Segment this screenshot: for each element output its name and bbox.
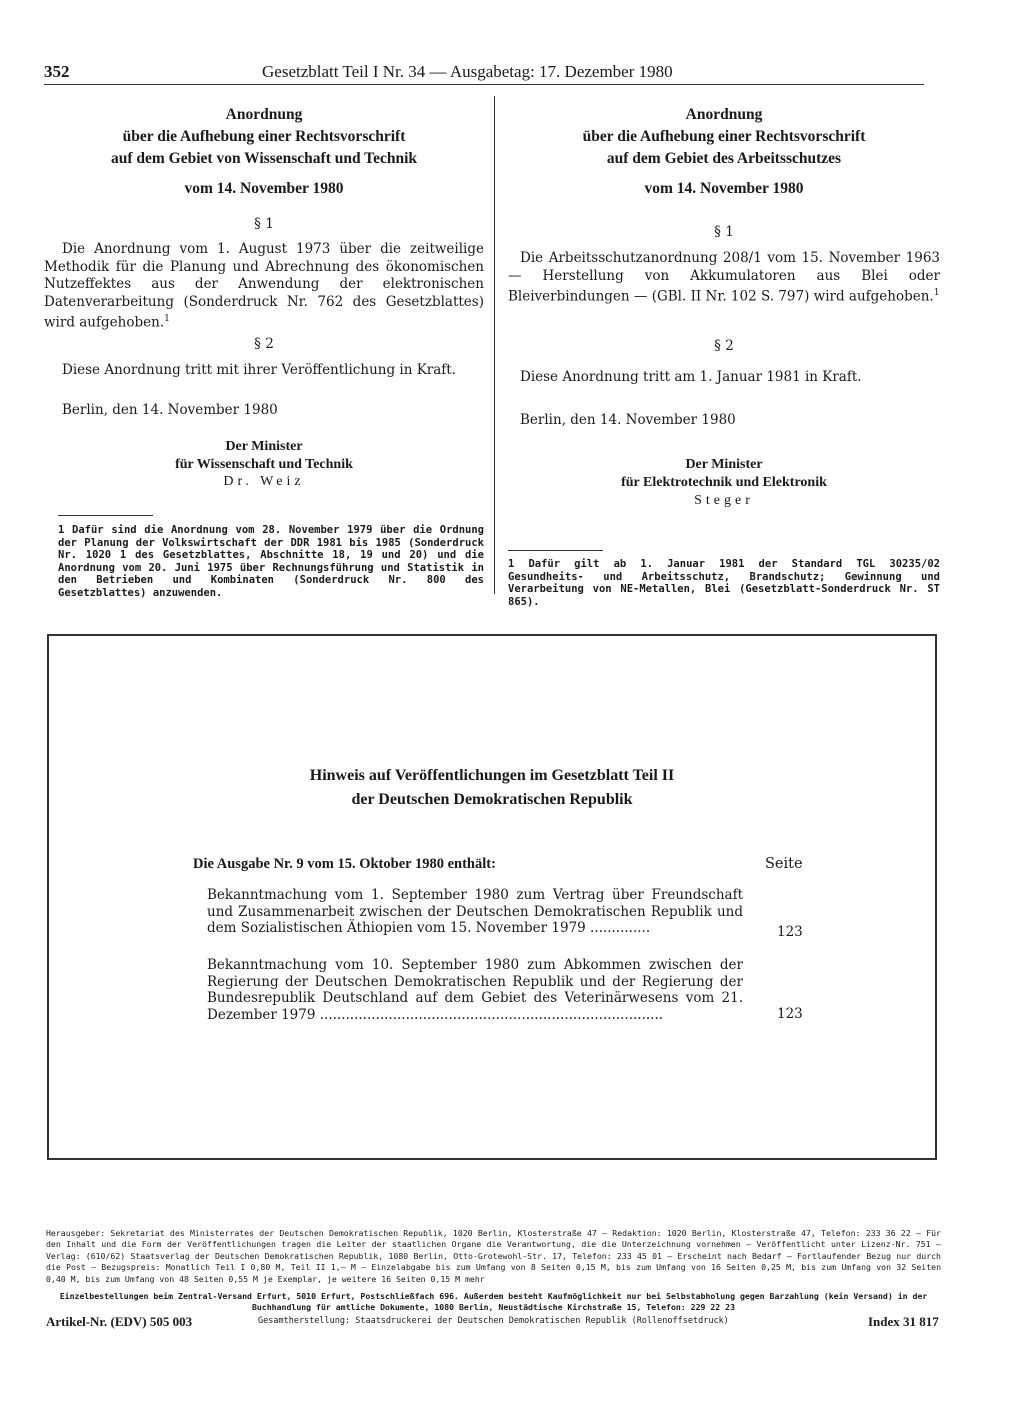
imprint-ordering: Einzelbestellungen beim Zentral-Versand Erfurt, 5010 Erfurt, Postschließfach 696. Außerdem besteht Kaufmöglichkeit nur bei Selbstabholung gegen Barzahlung (kein Versand) in der Buchhandlung für amtliche Dokumente, 1080 Berlin, Neustädtische Kirchstraße 15, Telefon: 229 22 23 bbox=[59, 1291, 928, 1313]
right-section-2-text: Diese Anordnung tritt am 1. Januar 1981 in Kraft. bbox=[520, 369, 862, 385]
signer-title-line: Der Minister bbox=[685, 457, 763, 472]
left-section-1-body: Die Anordnung vom 1. August 1973 über die zeitweilige Methodik für die Planung und Abrechnung des ökonomischen Nutzeffektes aus der Anwendung der elektronischen Datenverarbeitung (Sonderdruck Nr. 762 des Gesetzblattes) wird aufgehoben. bbox=[44, 241, 484, 331]
right-order-title-line: über die Aufhebung einer Rechtsvorschrift bbox=[582, 128, 866, 145]
right-signer-title bbox=[508, 456, 940, 492]
publication-notice-box bbox=[47, 634, 937, 1160]
left-signer-name: Dr. Weiz bbox=[223, 474, 305, 489]
footnote-rule bbox=[508, 550, 603, 551]
notice-title bbox=[49, 764, 935, 812]
right-order-title bbox=[508, 104, 940, 170]
left-signer-title bbox=[44, 438, 484, 474]
left-footnote: 1 Dafür sind die Anordnung vom 28. November 1979 über die Ordnung der Planung der Volkswirtschaft der DDR 1981 bis 1985 (Sonderdruck Nr. 1020 1 des Gesetzblattes, Abschnitte 18, 19 und 20) und die Anordnung vom 20. Juni 1975 über Rechnungsführung und Statistik in den Betrieben und Kombinaten (Sonderdruck Nr. 800 des Gesetzblattes) anzuwenden. bbox=[58, 524, 484, 599]
right-section-1-label: § 1 bbox=[714, 224, 734, 240]
article-number: Artikel-Nr. (EDV) 505 003 bbox=[46, 1314, 193, 1329]
column-divider bbox=[494, 96, 495, 594]
right-footnote: 1 Dafür gilt ab 1. Januar 1981 der Standard TGL 30235/02 Gesundheits- und Arbeitsschutz, Brandschutz; Gewinnung und Verarbeitung von NE-Metallen, Blei (Gesetzblatt-Sonderdruck Nr. ST 865). bbox=[508, 558, 940, 608]
notice-entry-page: 123 bbox=[777, 1006, 803, 1022]
notice-title-line: der Deutschen Demokratischen Republik bbox=[351, 791, 633, 808]
printer-line: Gesamtherstellung: Staatsdruckerei der Deutschen Demokratischen Republik (Rollenoffsetdruck) bbox=[258, 1316, 729, 1326]
left-place-date: Berlin, den 14. November 1980 bbox=[62, 402, 278, 418]
right-section-1-body: Die Arbeitsschutzanordnung 208/1 vom 15. November 1963 — Herstellung von Akkumulatoren aus Blei oder Bleiverbindungen — (GBl. II Nr. 102 S. 797) wird aufgehoben. bbox=[508, 250, 940, 305]
left-order-title bbox=[44, 104, 484, 170]
left-order-date: vom 14. November 1980 bbox=[184, 180, 344, 197]
signer-title-line: für Elektrotechnik und Elektronik bbox=[621, 475, 827, 490]
left-section-2-text: Diese Anordnung tritt mit ihrer Veröffentlichung in Kraft. bbox=[62, 362, 456, 378]
left-section-1-label: § 1 bbox=[254, 216, 274, 232]
signer-title-line: für Wissenschaft und Technik bbox=[175, 457, 353, 472]
notice-entry-text: Bekanntmachung vom 10. September 1980 zum Abkommen zwischen der Regierung der Deutschen Demokratischen Republik und der Regierung der Bundesrepublik Deutschland auf dem Gebiet des Veterinärwesens vom 21. Dezember 1979 ................................................................................ bbox=[207, 957, 743, 1023]
header-rule bbox=[44, 84, 924, 85]
notice-entry-text: Bekanntmachung vom 1. September 1980 zum Vertrag über Freundschaft und Zusammenarbeit zwischen der Deutschen Demokratischen Republik und dem Sozialistischen Äthiopien vom 15. November 1979 .............. bbox=[207, 887, 743, 936]
footnote-rule bbox=[58, 515, 153, 516]
left-section-1-text bbox=[44, 241, 484, 332]
right-section-2-label: § 2 bbox=[714, 338, 734, 354]
left-order-title-line: auf dem Gebiet von Wissenschaft und Technik bbox=[110, 150, 418, 167]
notice-title-line: Hinweis auf Veröffentlichungen im Gesetzblatt Teil II bbox=[309, 767, 675, 784]
right-signer-name: Steger bbox=[694, 493, 754, 508]
left-order-title-line: über die Aufhebung einer Rechtsvorschrift bbox=[122, 128, 406, 145]
footnote-ref: 1 bbox=[164, 314, 170, 324]
footnote-ref: 1 bbox=[933, 288, 940, 298]
notice-issue-line: Die Ausgabe Nr. 9 vom 15. Oktober 1980 enthält: bbox=[193, 856, 496, 872]
right-order-title-line: Anordnung bbox=[685, 106, 763, 123]
signer-title-line: Der Minister bbox=[225, 439, 303, 454]
notice-entry-page: 123 bbox=[777, 924, 803, 940]
page-number: 352 bbox=[44, 62, 70, 81]
right-order-date: vom 14. November 1980 bbox=[644, 180, 804, 197]
page-column-heading: Seite bbox=[765, 856, 803, 872]
left-section-2-label: § 2 bbox=[254, 336, 274, 352]
right-order-title-line: auf dem Gebiet des Arbeitsschutzes bbox=[606, 150, 842, 167]
right-place-date: Berlin, den 14. November 1980 bbox=[520, 412, 736, 428]
left-order-title-line: Anordnung bbox=[225, 106, 303, 123]
imprint-text: Herausgeber: Sekretariat des Ministerrates der Deutschen Demokratischen Republik, 1020 Berlin, Klosterstraße 47 — Redaktion: 1020 Berlin, Klosterstraße 47, Telefon: 233 36 22 — Für den Inhalt und die Form der Veröffentlichungen tragen die Leiter der staatlichen Organe die Verantwortung, die die Unterzeichnung vornehmen — Veröffentlicht unter Lizenz-Nr. 751 — Verlag: (610/62) Staatsverlag der Deutschen Demokratischen Republik, 1080 Berlin, Otto-Grotewohl-Str. 17, Telefon: 233 45 01 — Erscheint nach Bedarf — Fortlaufender Bezug nur durch die Post — Bezugspreis: Monatlich Teil I 0,80 M, Teil II 1,— M — Einzelabgabe bis zum Umfang von 8 Seiten 0,15 M, bis zum Umfang von 16 Seiten 0,25 M, bis zum Umfang von 32 Seiten 0,40 M, bis zum Umfang von 48 Seiten 0,55 M je Exemplar, je weitere 16 Seiten 0,15 M mehr bbox=[46, 1228, 941, 1284]
index-number: Index 31 817 bbox=[868, 1314, 939, 1329]
gazette-header-title: Gesetzblatt Teil I Nr. 34 — Ausgabetag: 17. Dezember 1980 bbox=[262, 62, 673, 81]
right-section-1-text bbox=[508, 250, 940, 306]
